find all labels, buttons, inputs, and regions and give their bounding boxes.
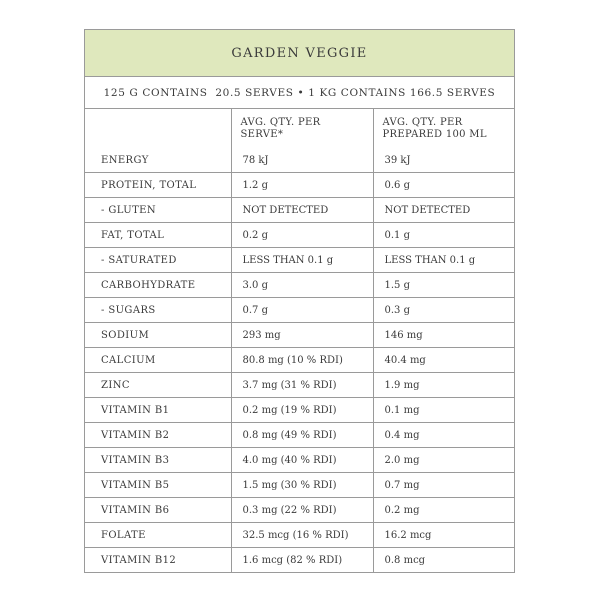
nutrient-label: - SUGARS	[85, 298, 231, 323]
header-per-100ml: AVG. QTY. PER PREPARED 100 ML	[373, 109, 514, 148]
per-serve-value: NOT DETECTED	[231, 198, 373, 223]
table-row	[85, 373, 514, 398]
nutrient-label: - SATURATED	[85, 248, 231, 273]
per-serve-value: 1.2 g	[231, 173, 373, 198]
table-row	[85, 148, 514, 173]
product-title: GARDEN VEGGIE	[85, 30, 514, 77]
per-100ml-value: 1.5 g	[373, 273, 514, 298]
per-serve-value: 1.6 mcg (82 % RDI)	[231, 548, 373, 573]
per-serve-value: 0.2 g	[231, 223, 373, 248]
nutrient-label: VITAMIN B6	[85, 498, 231, 523]
serves-line: 125 G CONTAINS 20.5 SERVES • 1 KG CONTAINS 166.5 SERVES	[85, 77, 514, 109]
per-serve-value: 4.0 mg (40 % RDI)	[231, 448, 373, 473]
table-header-row	[85, 109, 514, 148]
per-100ml-value: 0.7 mg	[373, 473, 514, 498]
per-100ml-value: 0.3 g	[373, 298, 514, 323]
per-100ml-value: 0.2 mg	[373, 498, 514, 523]
table-row	[85, 473, 514, 498]
per-100ml-value: 39 kJ	[373, 148, 514, 173]
per-serve-value: 0.7 g	[231, 298, 373, 323]
per-serve-value: 32.5 mcg (16 % RDI)	[231, 523, 373, 548]
per-100ml-value: 16.2 mcg	[373, 523, 514, 548]
per-serve-value: 80.8 mg (10 % RDI)	[231, 348, 373, 373]
nutrient-label: VITAMIN B2	[85, 423, 231, 448]
per-100ml-value: 146 mg	[373, 323, 514, 348]
table-row	[85, 398, 514, 423]
per-serve-value: LESS THAN 0.1 g	[231, 248, 373, 273]
table-row	[85, 298, 514, 323]
nutrient-label: VITAMIN B3	[85, 448, 231, 473]
nutrient-label: FOLATE	[85, 523, 231, 548]
table-row	[85, 523, 514, 548]
nutrient-label: VITAMIN B12	[85, 548, 231, 573]
per-serve-value: 293 mg	[231, 323, 373, 348]
per-100ml-value: 2.0 mg	[373, 448, 514, 473]
per-100ml-value: 0.1 mg	[373, 398, 514, 423]
nutrition-table	[85, 109, 514, 572]
per-100ml-value: 0.4 mg	[373, 423, 514, 448]
table-row	[85, 198, 514, 223]
nutrient-label: CARBOHYDRATE	[85, 273, 231, 298]
nutrient-label: FAT, TOTAL	[85, 223, 231, 248]
nutrient-label: - GLUTEN	[85, 198, 231, 223]
per-serve-value: 3.0 g	[231, 273, 373, 298]
table-row	[85, 498, 514, 523]
per-100ml-value: 0.8 mcg	[373, 548, 514, 573]
nutrient-label: ENERGY	[101, 154, 149, 166]
table-row	[85, 223, 514, 248]
table-row	[85, 248, 514, 273]
nutrient-label: ZINC	[85, 373, 231, 398]
table-row	[85, 423, 514, 448]
nutrient-label: VITAMIN B5	[85, 473, 231, 498]
header-per-serve: AVG. QTY. PER SERVE*	[231, 109, 373, 148]
header-label	[85, 109, 231, 148]
nutrient-label: SODIUM	[85, 323, 231, 348]
nutrient-label: PROTEIN, TOTAL	[85, 173, 231, 198]
per-serve-value: 78 kJ	[231, 148, 373, 173]
per-100ml-value: 40.4 mg	[373, 348, 514, 373]
table-row	[85, 273, 514, 298]
table-row	[85, 173, 514, 198]
per-serve-value: 1.5 mg (30 % RDI)	[231, 473, 373, 498]
per-serve-value: 0.2 mg (19 % RDI)	[231, 398, 373, 423]
per-100ml-value: 0.6 g	[373, 173, 514, 198]
nutrition-panel	[84, 29, 515, 573]
per-serve-value: 0.3 mg (22 % RDI)	[231, 498, 373, 523]
table-row	[85, 323, 514, 348]
per-100ml-value: 0.1 g	[373, 223, 514, 248]
table-row	[85, 348, 514, 373]
nutrient-label: CALCIUM	[85, 348, 231, 373]
per-serve-value: 3.7 mg (31 % RDI)	[231, 373, 373, 398]
table-row	[85, 548, 514, 573]
per-serve-value: 0.8 mg (49 % RDI)	[231, 423, 373, 448]
per-100ml-value: NOT DETECTED	[373, 198, 514, 223]
per-100ml-value: 1.9 mg	[373, 373, 514, 398]
nutrient-label: VITAMIN B1	[85, 398, 231, 423]
per-100ml-value: LESS THAN 0.1 g	[373, 248, 514, 273]
table-row	[85, 448, 514, 473]
